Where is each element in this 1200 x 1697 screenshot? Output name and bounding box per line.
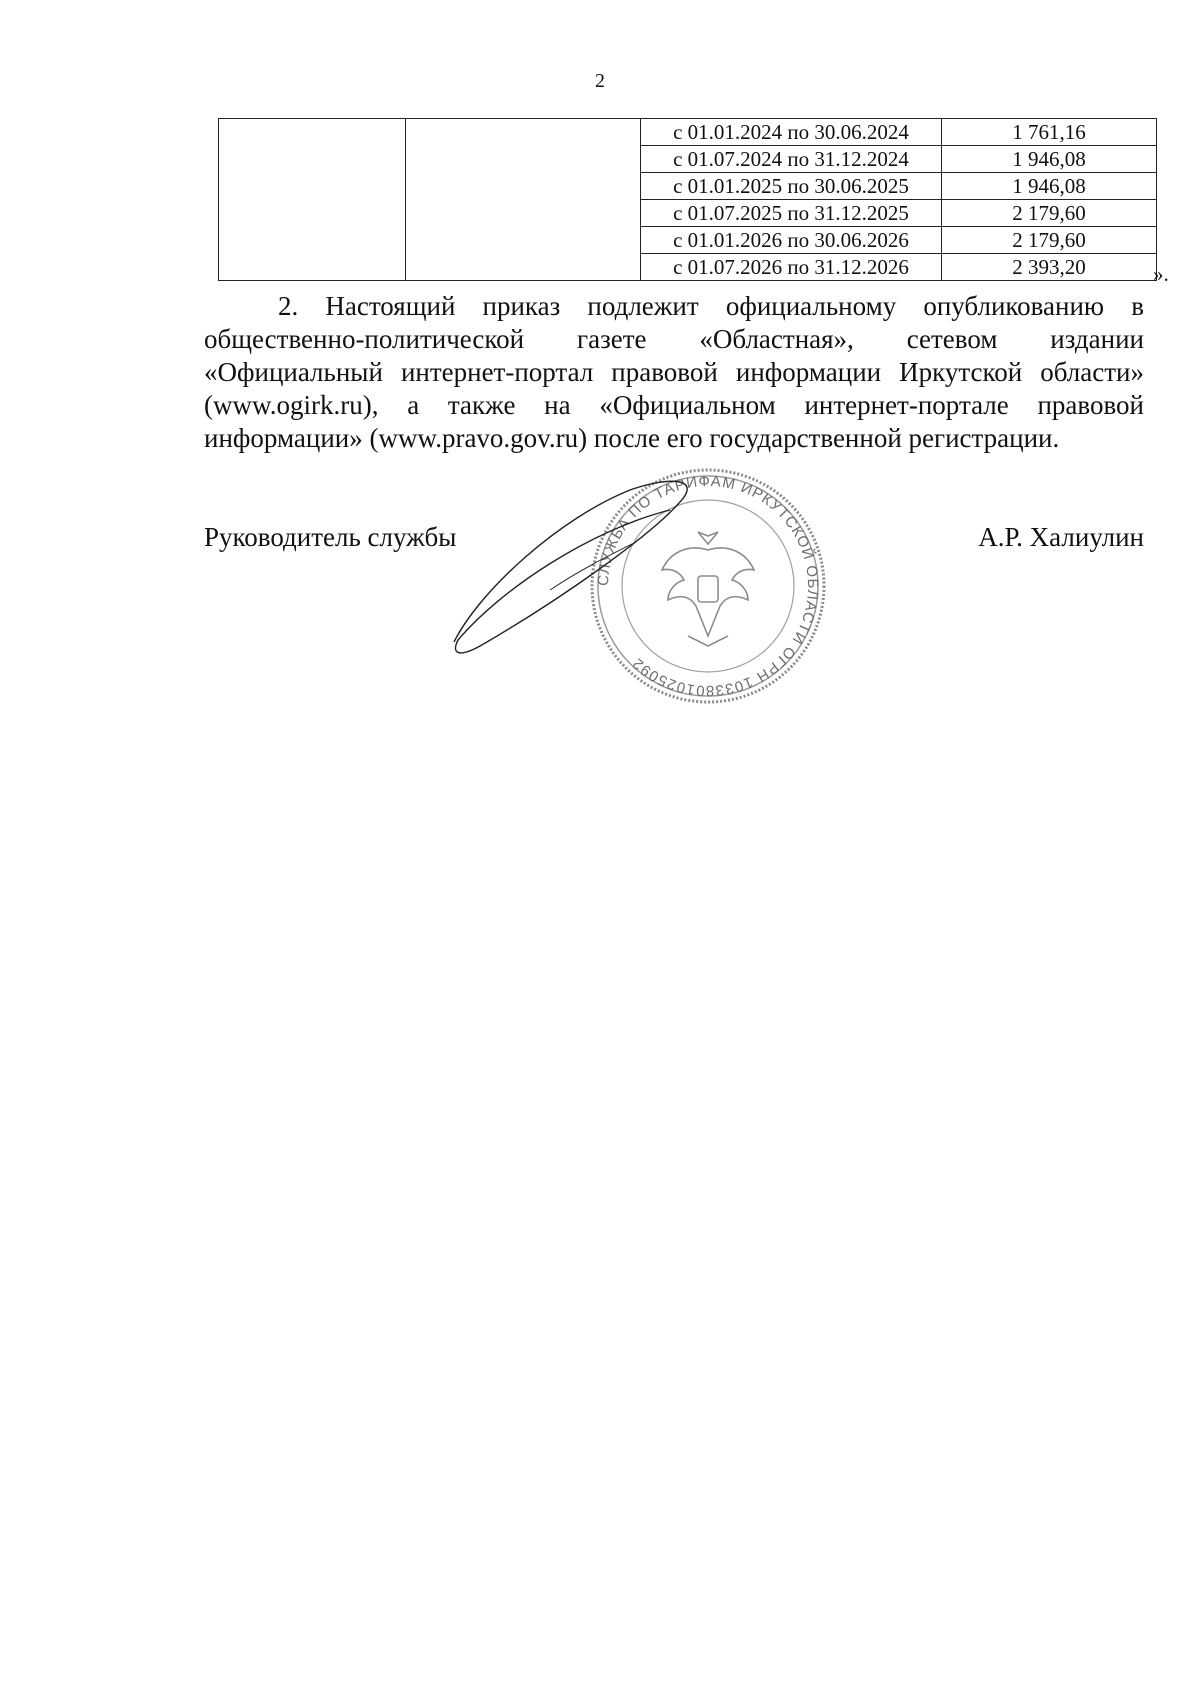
value-cell: 1 946,08	[942, 146, 1157, 173]
signer-title: Руководитель службы	[204, 522, 457, 552]
value-cell: 2 179,60	[942, 227, 1157, 254]
value-cell: 2 393,20	[942, 254, 1157, 281]
table-row	[219, 119, 1157, 146]
table-cell-empty	[406, 119, 641, 281]
period-cell: с 01.01.2024 по 30.06.2024	[641, 119, 942, 146]
period-cell: с 01.01.2026 по 30.06.2026	[641, 227, 942, 254]
page-number: 2	[595, 70, 605, 92]
table-cell-empty	[219, 119, 406, 281]
publication-paragraph: 2. Настоящий приказ подлежит официальному опубликованию в общественно-политической газете «Областная», сетевом издании «Официальный интернет-портал правовой информации Иркутской области» (www.ogirk.ru), а также на «Официальном интернет-портале правовой информации» (www.pravo.gov.ru) после его государственной регистрации.	[204, 291, 1144, 453]
stamp-text: СЛУЖБА ПО ТАРИФАМ ИРКУТСКОЙ ОБЛАСТИ ОГРН 1033801025092	[594, 472, 822, 700]
value-cell: 1 946,08	[942, 173, 1157, 200]
period-cell: с 01.07.2024 по 31.12.2024	[641, 146, 942, 173]
value-cell: 2 179,60	[942, 200, 1157, 227]
value-cell: 1 761,16	[942, 119, 1157, 146]
tariff-table	[218, 118, 1157, 281]
period-cell: с 01.01.2025 по 30.06.2025	[641, 173, 942, 200]
closing-quote: ».	[1153, 262, 1169, 286]
period-cell: с 01.07.2026 по 31.12.2026	[641, 254, 942, 281]
signer-name: А.Р. Халиулин	[978, 522, 1144, 552]
period-cell: с 01.07.2025 по 31.12.2025	[641, 200, 942, 227]
handwritten-signature	[440, 470, 740, 670]
